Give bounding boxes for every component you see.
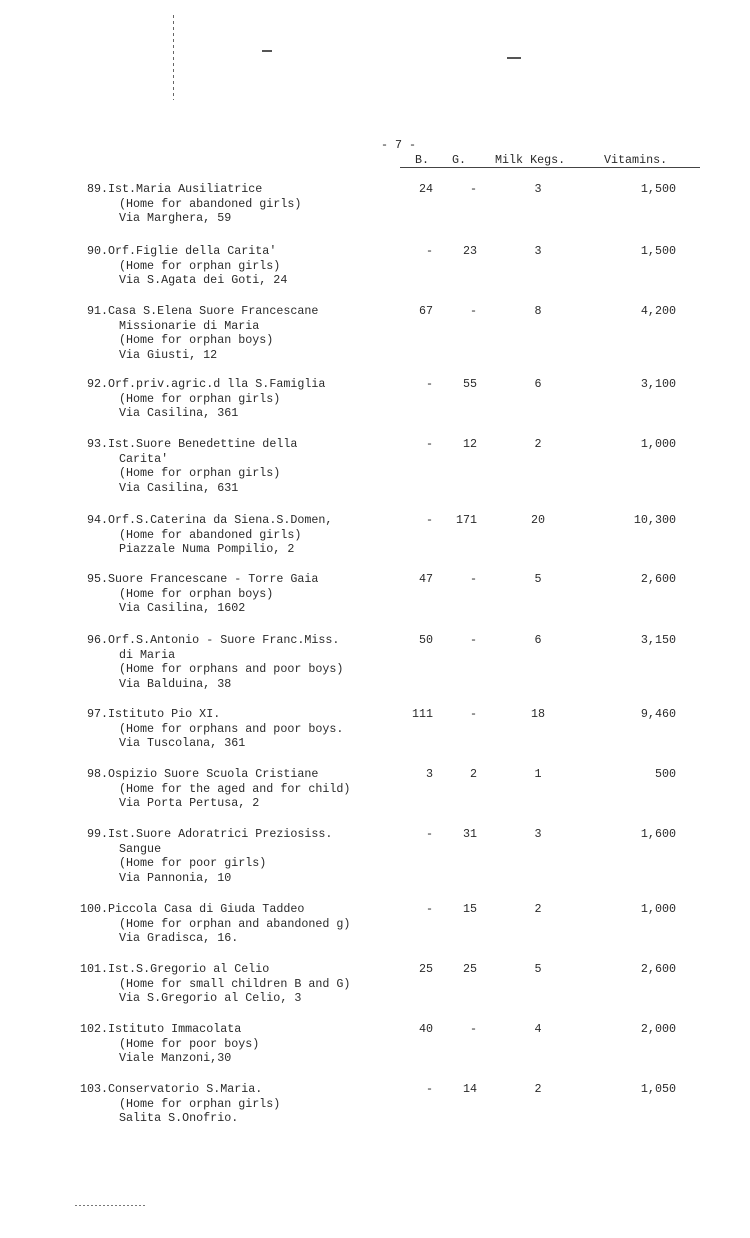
vitamins: 1,500 — [640, 244, 676, 258]
girls-count: 171 — [455, 513, 477, 527]
entry-name: Ist.Suore Benedettine della — [108, 437, 298, 451]
vitamins: 500 — [654, 767, 676, 781]
margin-mark — [173, 15, 174, 100]
entry-name: Orf.S.Antonio - Suore Franc.Miss. — [108, 633, 340, 647]
entry-name: Ospizio Suore Scuola Cristiane — [108, 767, 319, 781]
margin-mark — [75, 1205, 145, 1206]
vitamins: 2,600 — [640, 962, 676, 976]
milk-kegs: 8 — [534, 304, 542, 318]
vitamins: 1,500 — [640, 182, 676, 196]
entry-line: Missionarie di Maria — [119, 318, 260, 333]
entry-number: 95. — [86, 572, 108, 586]
vitamins: 1,000 — [640, 902, 676, 916]
entry-line: di Maria — [119, 647, 176, 662]
entry-number: 96. — [86, 633, 108, 647]
boys-count: 40 — [418, 1022, 433, 1036]
girls-count: 23 — [462, 244, 477, 258]
boys-count: 67 — [418, 304, 433, 318]
entry-line: Viale Manzoni,30 — [119, 1051, 232, 1065]
girls-count: - — [469, 572, 477, 586]
boys-count: 3 — [425, 767, 433, 781]
vitamins: 3,150 — [640, 633, 676, 647]
entry-name: Ist.S.Gregorio al Celio — [108, 962, 270, 976]
entry-line: Via S.Agata dei Goti, 24 — [119, 273, 288, 287]
entry-name: Ist.Maria Ausiliatrice — [108, 182, 263, 196]
vitamins: 9,460 — [640, 707, 676, 721]
boys-count: - — [425, 1082, 433, 1096]
milk-kegs: 18 — [530, 707, 546, 721]
entry-line: Piazzale Numa Pompilio, 2 — [119, 542, 295, 556]
entry-number: 92. — [86, 377, 108, 391]
milk-kegs: 2 — [534, 437, 542, 451]
milk-kegs: 5 — [534, 962, 542, 976]
vitamins: 2,600 — [640, 572, 676, 586]
girls-count: 25 — [462, 962, 477, 976]
entry-name: Ist.Suore Adoratrici Preziosiss. — [108, 827, 333, 841]
entry-line: (Home for orphan boys) — [119, 586, 274, 601]
entry-number: 91. — [86, 304, 108, 318]
entry-line: (Home for orphan boys) — [119, 333, 274, 347]
entry-number: 99. — [86, 827, 108, 841]
boys-count: - — [425, 513, 433, 527]
vitamins: 1,050 — [640, 1082, 676, 1096]
vitamins: 3,100 — [640, 377, 676, 391]
entry-line: (Home for orphan girls) — [119, 391, 281, 406]
milk-kegs: 3 — [534, 827, 542, 841]
boys-count: 50 — [418, 633, 433, 647]
boys-count: 47 — [418, 572, 433, 586]
entry-number: 101. — [79, 962, 108, 976]
entry-line: Via Casilina, 1602 — [119, 601, 246, 615]
milk-kegs: 5 — [534, 572, 542, 586]
header-milk-kegs: Milk Kegs. — [495, 153, 566, 167]
entry-line: Via Casilina, 631 — [119, 480, 239, 495]
milk-kegs: 6 — [534, 633, 542, 647]
girls-count: 15 — [462, 902, 477, 916]
girls-count: 31 — [462, 827, 477, 841]
entry-line: (Home for orphan girls) — [119, 1096, 281, 1111]
boys-count: - — [425, 437, 433, 451]
entry-line: (Home for orphan and abandoned g) — [119, 916, 351, 931]
entry-line: Salita S.Onofrio. — [119, 1111, 239, 1125]
boys-count: - — [425, 244, 433, 258]
milk-kegs: 3 — [534, 182, 542, 196]
entry-number: 97. — [86, 707, 108, 721]
entry-line: Carita' — [119, 451, 169, 466]
margin-mark — [262, 50, 272, 52]
girls-count: - — [469, 1022, 477, 1036]
girls-count: 2 — [469, 767, 477, 781]
entry-line: Via S.Gregorio al Celio, 3 — [119, 991, 302, 1005]
entry-line: (Home for abandoned girls) — [119, 527, 302, 542]
entry-line: (Home for orphan girls) — [119, 466, 281, 480]
boys-count: - — [425, 377, 433, 391]
milk-kegs: 6 — [534, 377, 542, 391]
vitamins: 2,000 — [640, 1022, 676, 1036]
entry-line: (Home for poor girls) — [119, 856, 267, 870]
entry-line: (Home for orphans and poor boys) — [119, 662, 344, 676]
entry-line: Via Gradisca, 16. — [119, 931, 239, 945]
milk-kegs: 3 — [534, 244, 542, 258]
boys-count: 25 — [418, 962, 433, 976]
boys-count: 111 — [411, 707, 433, 721]
entry-line: Via Tuscolana, 361 — [119, 736, 246, 750]
girls-count: 14 — [462, 1082, 477, 1096]
milk-kegs: 2 — [534, 1082, 542, 1096]
vitamins: 1,600 — [640, 827, 676, 841]
milk-kegs: 1 — [534, 767, 542, 781]
entry-name: Casa S.Elena Suore Francescane — [108, 304, 319, 318]
entry-line: Via Casilina, 361 — [119, 406, 239, 420]
entry-line: (Home for small children B and G) — [119, 976, 351, 991]
milk-kegs: 20 — [530, 513, 546, 527]
milk-kegs: 4 — [534, 1022, 542, 1036]
entry-line: (Home for orphan girls) — [119, 258, 281, 273]
entry-name: Piccola Casa di Giuda Taddeo — [108, 902, 305, 916]
entry-line: Sangue — [119, 841, 162, 856]
vitamins: 10,300 — [633, 513, 676, 527]
entry-line: Via Balduina, 38 — [119, 676, 232, 691]
boys-count: 24 — [418, 182, 433, 196]
entry-line: Via Porta Pertusa, 2 — [119, 796, 260, 810]
margin-mark — [507, 57, 521, 59]
vitamins: 4,200 — [640, 304, 676, 318]
entry-number: 89. — [86, 182, 108, 196]
entry-line: Via Pannonia, 10 — [119, 870, 232, 885]
girls-count: - — [469, 633, 477, 647]
entry-line: Via Marghera, 59 — [119, 211, 232, 225]
entry-line: Via Giusti, 12 — [119, 347, 218, 362]
milk-kegs: 2 — [534, 902, 542, 916]
girls-count: - — [469, 182, 477, 196]
header-b: B. — [415, 153, 430, 167]
boys-count: - — [425, 902, 433, 916]
header-g: G. — [452, 153, 467, 167]
entry-number: 94. — [86, 513, 108, 527]
entry-name: Orf.Figlie della Carita' — [108, 244, 277, 258]
entry-number: 98. — [86, 767, 108, 781]
entry-name: Suore Francescane - Torre Gaia — [108, 572, 319, 586]
header-underline — [400, 167, 700, 168]
entry-name: Istituto Immacolata — [108, 1022, 242, 1036]
header-vitamins: Vitamins. — [604, 153, 668, 167]
entry-number: 93. — [86, 437, 108, 451]
entry-line: (Home for abandoned girls) — [119, 196, 302, 211]
entry-line: (Home for poor boys) — [119, 1036, 260, 1051]
girls-count: 55 — [462, 377, 477, 391]
boys-count: - — [425, 827, 433, 841]
girls-count: - — [469, 707, 477, 721]
girls-count: 12 — [462, 437, 477, 451]
entry-number: 103. — [79, 1082, 108, 1096]
entry-name: Orf.priv.agric.d lla S.Famiglia — [108, 377, 326, 391]
page-number: - 7 - — [381, 138, 417, 152]
entry-number: 100. — [79, 902, 108, 916]
entry-name: Conservatorio S.Maria. — [108, 1082, 263, 1096]
vitamins: 1,000 — [640, 437, 676, 451]
girls-count: - — [469, 304, 477, 318]
entry-line: (Home for the aged and for child) — [119, 781, 351, 796]
entry-number: 90. — [86, 244, 108, 258]
entry-line: (Home for orphans and poor boys. — [119, 721, 344, 736]
entry-name: Istituto Pio XI. — [108, 707, 221, 721]
entry-name: Orf.S.Caterina da Siena.S.Domen, — [108, 513, 333, 527]
entry-number: 102. — [79, 1022, 108, 1036]
